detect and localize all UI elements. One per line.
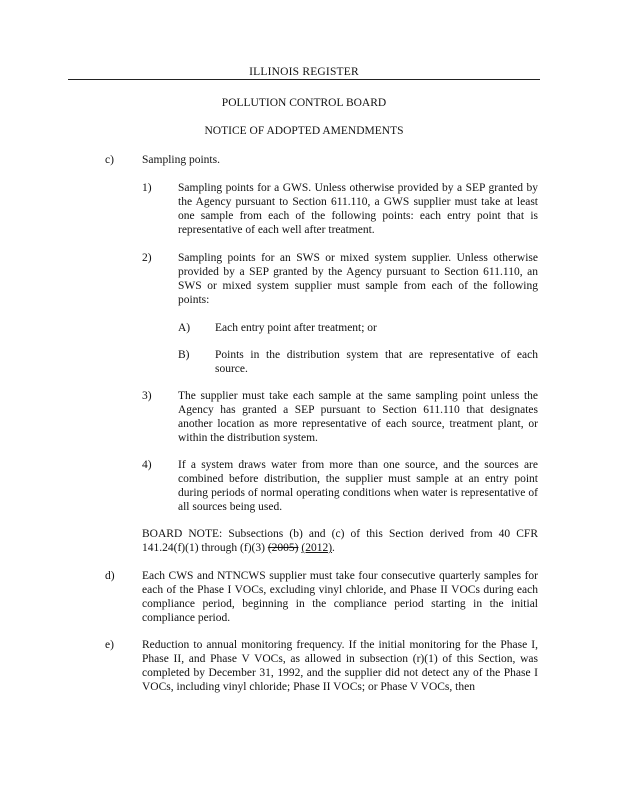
item-4-text: If a system draws water from more than one source, and the sources are combined before distribution, the supplier must sample at an entry point during periods of normal operating conditions when water is representative of all sources being used. bbox=[178, 459, 538, 513]
section-d-text: Each CWS and NTNCWS supplier must take four consecutive quarterly samples for each of the Phase I VOCs, excluding vinyl chloride, and Phase II VOCs during each compliance period, beginning in the compliance period starting in the initial compliance period. bbox=[142, 570, 538, 624]
board-name: POLLUTION CONTROL BOARD bbox=[221, 97, 387, 109]
item-3-text: The supplier must take each sample at the same sampling point unless the Agency has granted a SEP pursuant to Section 611.110 that designates another location as more representative of each source, treatment plant, or within the distribution system. bbox=[178, 390, 538, 444]
section-e-text: Reduction to annual monitoring frequency. If the initial monitoring for the Phase I, Phase II, and Phase V VOCs, as allowed in subsection (r)(1) of this Section, was completed by December 31, 1992, and the supplier did not detect any of the Phase I VOCs, including vinyl chloride; Phase II VOCs; or Phase V VOCs, then bbox=[142, 639, 538, 693]
item-2-label: 2) bbox=[142, 252, 152, 264]
board-note-end: . bbox=[332, 542, 335, 554]
section-d-label: d) bbox=[105, 570, 115, 582]
item-1-label: 1) bbox=[142, 182, 152, 194]
item-4-label: 4) bbox=[142, 459, 152, 471]
register-header: ILLINOIS REGISTER bbox=[68, 66, 540, 80]
inserted-year: (2012) bbox=[301, 542, 333, 554]
section-e-label: e) bbox=[105, 639, 114, 651]
board-note bbox=[142, 527, 538, 555]
board-note-text: BOARD NOTE: Subsections (b) and (c) of this Section derived from 40 CFR 141.24(f)(1) through (f)(3) bbox=[142, 528, 538, 554]
subitem-a-label: A) bbox=[178, 322, 191, 334]
subitem-b-label: B) bbox=[178, 349, 190, 361]
notice-title: NOTICE OF ADOPTED AMENDMENTS bbox=[204, 125, 404, 137]
item-1-text: Sampling points for a GWS. Unless otherwise provided by a SEP granted by the Agency pursuant to Section 611.110, a GWS supplier must take at least one sample from each of the following points: each entry point that is representative of each well after treatment. bbox=[178, 182, 538, 236]
item-2-text: Sampling points for an SWS or mixed system supplier. Unless otherwise provided by a SEP granted by the Agency pursuant to Section 611.110, an SWS or mixed system supplier must sample from each of the following points: bbox=[178, 252, 538, 306]
section-c-text: Sampling points. bbox=[142, 154, 220, 166]
deleted-year: (2005) bbox=[267, 542, 299, 554]
subitem-b-text: Points in the distribution system that are representative of each source. bbox=[215, 349, 538, 375]
subitem-a-text: Each entry point after treatment; or bbox=[215, 322, 377, 334]
item-3-label: 3) bbox=[142, 390, 152, 402]
section-c-label: c) bbox=[105, 154, 114, 166]
